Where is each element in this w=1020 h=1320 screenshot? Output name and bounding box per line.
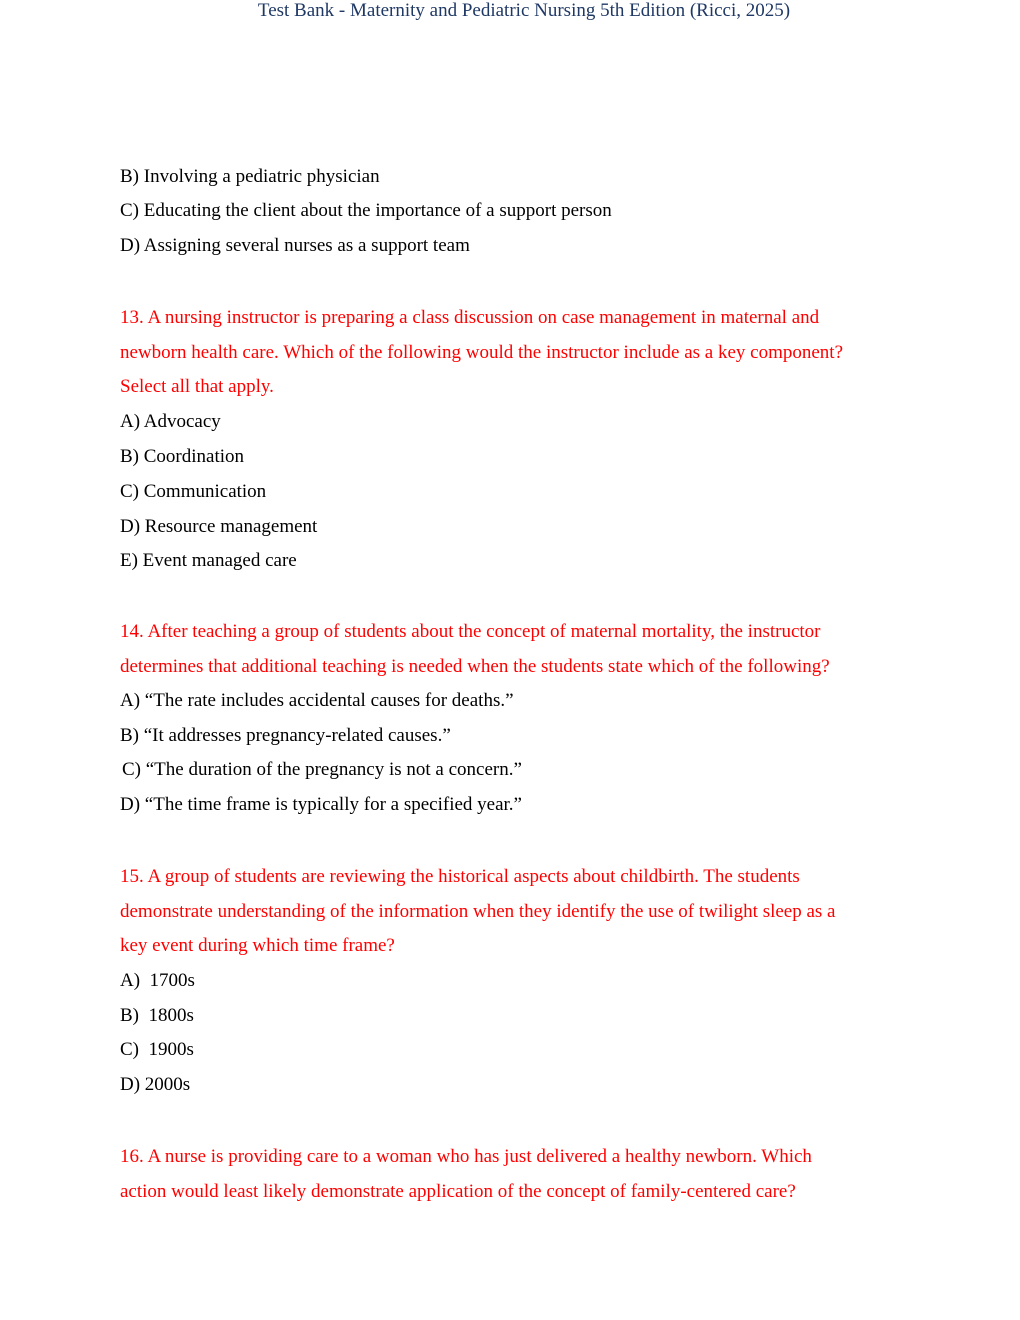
q13-option-d: D) Resource management <box>120 516 318 537</box>
q14-option-d: D) “The time frame is typically for a specified year.” <box>120 794 522 815</box>
q15-question-line-2: demonstrate understanding of the information when they identify the use of twilight sleep as a <box>120 901 836 922</box>
q14-option-c: C) “The duration of the pregnancy is not a concern.” <box>122 759 522 780</box>
q14-question-line-2: determines that additional teaching is needed when the students state which of the following? <box>120 656 830 677</box>
q16-question-line-1: 16. A nurse is providing care to a woman who has just delivered a healthy newborn. Which <box>120 1146 812 1167</box>
q13-question-line-1: 13. A nursing instructor is preparing a class discussion on case management in maternal and <box>120 307 820 328</box>
q13-question-line-2: newborn health care. Which of the following would the instructor include as a key component? <box>120 342 844 363</box>
q15-option-d: D) 2000s <box>120 1074 191 1095</box>
q14-question-line-1: 14. After teaching a group of students about the concept of maternal mortality, the instructor <box>120 621 821 642</box>
q13-option-c: C) Communication <box>120 481 267 502</box>
q15-option-a: A) 1700s <box>120 970 195 991</box>
q13-option-b: B) Coordination <box>120 446 245 467</box>
q13-option-e: E) Event managed care <box>120 550 297 571</box>
page-header-title: Test Bank - Maternity and Pediatric Nursing 5th Edition (Ricci, 2025) <box>257 0 791 21</box>
q14-option-a: A) “The rate includes accidental causes for deaths.” <box>120 690 514 711</box>
q15-question-line-1: 15. A group of students are reviewing the historical aspects about childbirth. The students <box>120 866 800 887</box>
q15-option-c: C) 1900s <box>120 1039 194 1060</box>
q13-question-line-3: Select all that apply. <box>120 376 274 397</box>
q16-question-line-2: action would least likely demonstrate application of the concept of family-centered care? <box>120 1181 796 1202</box>
q14-option-b: B) “It addresses pregnancy-related causes.” <box>120 725 451 746</box>
q12-option-c: C) Educating the client about the importance of a support person <box>120 200 612 221</box>
q12-option-b: B) Involving a pediatric physician <box>120 166 380 187</box>
q15-option-b: B) 1800s <box>120 1005 194 1026</box>
q15-question-line-3: key event during which time frame? <box>120 935 395 956</box>
q13-option-a: A) Advocacy <box>120 411 221 432</box>
q12-option-d: D) Assigning several nurses as a support team <box>120 235 470 256</box>
